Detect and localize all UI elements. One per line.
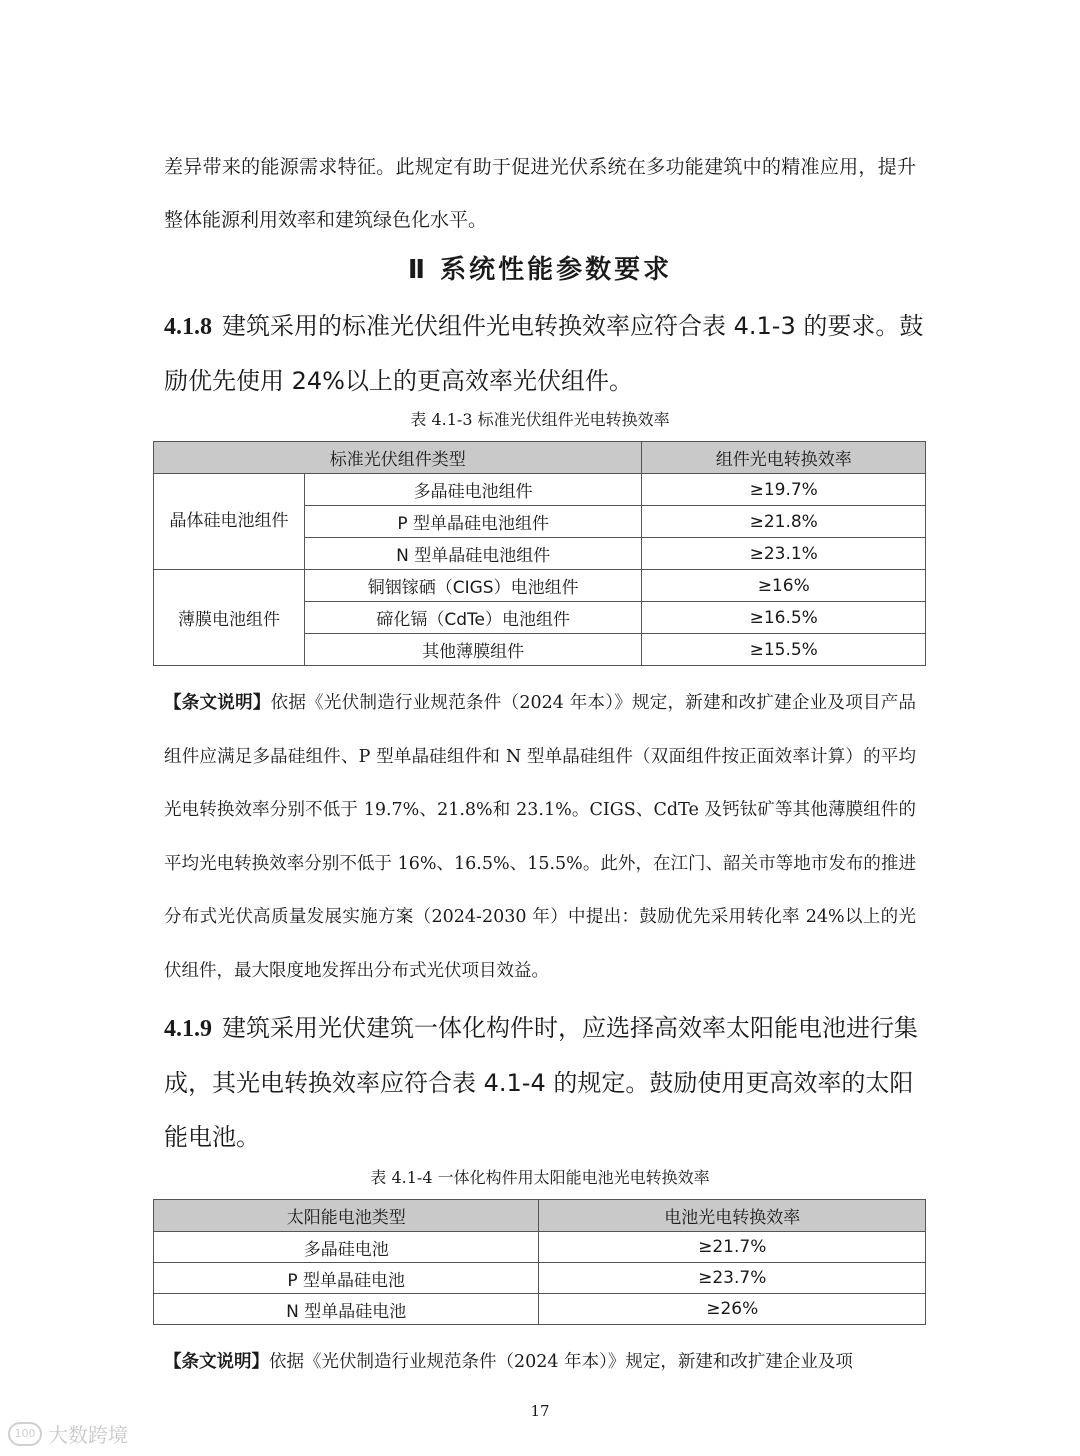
value-cell: ≥21.7% [539, 1232, 926, 1263]
watermark-logo-icon: 100 [8, 1422, 42, 1446]
type-cell: P 型单晶硅电池 [154, 1263, 539, 1294]
watermark-text: 大数跨境 [48, 1423, 128, 1447]
explanation-2 [164, 1336, 916, 1390]
value-cell: ≥19.7% [642, 474, 926, 506]
table-row [154, 1232, 926, 1263]
group-cell: 晶体硅电池组件 [154, 474, 305, 570]
type-cell: 碲化镉（CdTe）电池组件 [304, 602, 641, 634]
clause-text: 建筑采用光伏建筑一体化构件时，应选择高效率太阳能电池进行集成，其光电转换效率应符合表 4.1-4 的规定。鼓励使用更高效率的太阳能电池。 [164, 1014, 918, 1151]
value-cell: ≥16% [642, 570, 926, 602]
header-type: 太阳能电池类型 [154, 1200, 539, 1232]
explanation-text: 依据《光伏制造行业规范条件（2024 年本）》规定，新建和改扩建企业及项 [269, 1352, 853, 1372]
table-4-1-3 [153, 441, 926, 666]
type-cell: N 型单晶硅电池 [154, 1294, 539, 1325]
explanation-1 [164, 677, 916, 998]
section-title: Ⅱ 系统性能参数要求 [407, 255, 673, 285]
page-number: 17 [530, 1402, 550, 1420]
type-cell: 其他薄膜组件 [304, 634, 641, 666]
table-4-1-4-caption: 表 4.1-4 一体化构件用太阳能电池光电转换效率 [370, 1168, 710, 1187]
table-row [154, 1263, 926, 1294]
table-4-1-3-caption: 表 4.1-3 标准光伏组件光电转换效率 [410, 410, 670, 429]
table-header-row [154, 442, 926, 474]
clause-4-1-8 [164, 299, 924, 408]
type-cell: 铜铟镓硒（CIGS）电池组件 [304, 570, 641, 602]
type-cell: N 型单晶硅电池组件 [304, 538, 641, 570]
group-cell: 薄膜电池组件 [154, 570, 305, 666]
explanation-tag: 【条文说明】 [164, 1352, 269, 1372]
type-cell: 多晶硅电池 [154, 1232, 539, 1263]
value-cell: ≥15.5% [642, 634, 926, 666]
value-cell: ≥26% [539, 1294, 926, 1325]
value-cell: ≥16.5% [642, 602, 926, 634]
type-cell: P 型单晶硅电池组件 [304, 506, 641, 538]
header-efficiency: 组件光电转换效率 [642, 442, 926, 474]
intro-paragraph: 差异带来的能源需求特征。此规定有助于促进光伏系统在多功能建筑中的精准应用，提升整体能源利用效率和建筑绿色化水平。 [164, 156, 916, 231]
watermark [8, 1419, 128, 1448]
type-cell: 多晶硅电池组件 [304, 474, 641, 506]
table-header-row [154, 1200, 926, 1232]
clause-number: 4.1.9 [164, 1016, 212, 1042]
table-4-1-4 [153, 1199, 926, 1325]
table-row [154, 570, 926, 602]
table-row [154, 474, 926, 506]
clause-4-1-9 [164, 1001, 924, 1164]
explanation-tag: 【条文说明】 [164, 693, 271, 713]
value-cell: ≥23.7% [539, 1263, 926, 1294]
clause-text: 建筑采用的标准光伏组件光电转换效率应符合表 4.1-3 的要求。鼓励优先使用 24%以上的更高效率光伏组件。 [164, 312, 924, 395]
clause-number: 4.1.8 [164, 314, 212, 340]
header-efficiency: 电池光电转换效率 [539, 1200, 926, 1232]
value-cell: ≥23.1% [642, 538, 926, 570]
value-cell: ≥21.8% [642, 506, 926, 538]
explanation-text: 依据《光伏制造行业规范条件（2024 年本）》规定，新建和改扩建企业及项目产品组件应满足多晶硅组件、P 型单晶硅组件和 N 型单晶硅组件（双面组件按正面效率计算）的平均光电转换效率分别不低于 19.7%、21.8%和 23.1%。CIGS、CdTe 及钙钛矿等其他薄膜组件的平均光电转换效率分别不低于 16%、16.5%、15.5%。此外，在江门、韶关市等地市发布的推进分布式光伏高质量发展实施方案（2024-2030 年）中提出：鼓励优先采用转化率 24%以上的光伏组件，最大限度地发挥出分布式光伏项目效益。 [164, 693, 917, 981]
header-type: 标准光伏组件类型 [154, 442, 642, 474]
table-row [154, 1294, 926, 1325]
